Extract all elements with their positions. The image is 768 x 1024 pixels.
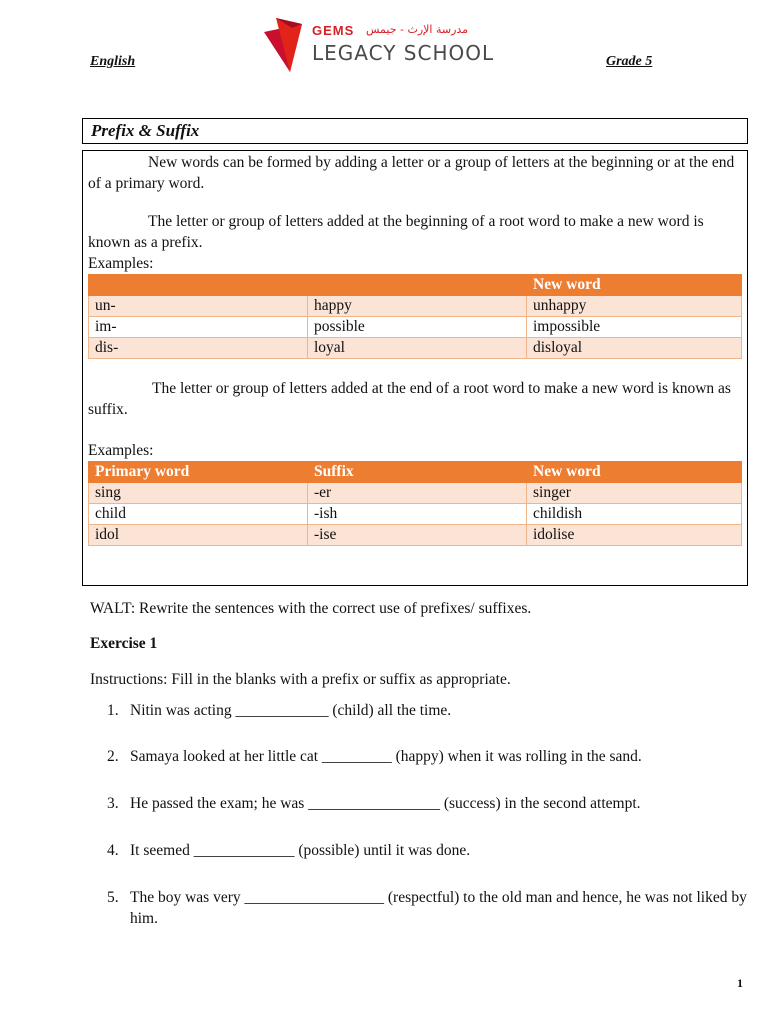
table-cell: -er xyxy=(308,483,527,504)
table-cell: idol xyxy=(89,525,308,546)
table-header-cell xyxy=(308,275,527,296)
suffix-table xyxy=(88,461,742,546)
table-cell: dis- xyxy=(89,338,308,359)
table-row xyxy=(89,525,742,546)
table-header-cell: Suffix xyxy=(308,462,527,483)
table-cell: child xyxy=(89,504,308,525)
table-header-cell: New word xyxy=(527,275,742,296)
page-number: 1 xyxy=(737,976,743,990)
title-box xyxy=(82,118,748,144)
prefix-table xyxy=(88,274,742,359)
table-header-row xyxy=(89,462,742,483)
table-cell: loyal xyxy=(308,338,527,359)
logo-school-name: LEGACY SCHOOL xyxy=(312,41,495,65)
logo-arabic: مدرسة الإرث - جيمس xyxy=(366,23,469,36)
intro-paragraph-2: The letter or group of letters added at the beginning of a root word to make a new word is known as a prefix. xyxy=(88,213,704,251)
table-cell: -ish xyxy=(308,504,527,525)
item-number: 3. xyxy=(107,795,119,812)
table-header-cell: Primary word xyxy=(89,462,308,483)
table-cell: singer xyxy=(527,483,742,504)
table-cell: unhappy xyxy=(527,296,742,317)
table-cell: idolise xyxy=(527,525,742,546)
table-header-row xyxy=(89,275,742,296)
page-title: Prefix & Suffix xyxy=(91,121,200,140)
table-cell: sing xyxy=(89,483,308,504)
item-number: 2. xyxy=(107,748,119,765)
table-cell: happy xyxy=(308,296,527,317)
table-cell: possible xyxy=(308,317,527,338)
examples-label: Examples: xyxy=(88,255,154,272)
walt-statement: WALT: Rewrite the sentences with the correct use of prefixes/ suffixes. xyxy=(90,600,532,617)
examples-label-2: Examples: xyxy=(88,442,154,459)
suffix-paragraph: The letter or group of letters added at the end of a root word to make a new word is known as suffix. xyxy=(88,380,731,418)
table-cell: disloyal xyxy=(527,338,742,359)
exercise-title: Exercise 1 xyxy=(90,635,158,652)
table-row xyxy=(89,317,742,338)
table-cell: im- xyxy=(89,317,308,338)
item-text: The boy was very __________________ (respectful) to the old man and hence, he was not liked by him. xyxy=(130,889,747,927)
table-cell: childish xyxy=(527,504,742,525)
subject-label: English xyxy=(90,54,136,69)
item-number: 1. xyxy=(107,702,119,719)
table-cell: -ise xyxy=(308,525,527,546)
grade-label: Grade 5 xyxy=(606,54,653,69)
exercise-instructions: Instructions: Fill in the blanks with a prefix or suffix as appropriate. xyxy=(90,671,511,688)
table-row xyxy=(89,338,742,359)
table-header-cell: New word xyxy=(527,462,742,483)
gems-emblem-icon xyxy=(262,14,310,76)
school-logo xyxy=(262,14,512,76)
table-row xyxy=(89,504,742,525)
logo-brand: GEMS xyxy=(312,23,355,38)
item-text: Samaya looked at her little cat _________ (happy) when it was rolling in the sand. xyxy=(130,748,642,765)
item-text: Nitin was acting ____________ (child) all the time. xyxy=(130,702,452,719)
table-cell: impossible xyxy=(527,317,742,338)
table-cell: un- xyxy=(89,296,308,317)
item-text: It seemed _____________ (possible) until it was done. xyxy=(130,842,471,859)
intro-paragraph-1: New words can be formed by adding a letter or a group of letters at the beginning or at the end of a primary word. xyxy=(88,154,735,192)
item-number: 5. xyxy=(107,889,119,906)
item-text: He passed the exam; he was _________________ (success) in the second attempt. xyxy=(130,795,641,812)
table-header-cell xyxy=(89,275,308,296)
table-row xyxy=(89,296,742,317)
table-row xyxy=(89,483,742,504)
item-number: 4. xyxy=(107,842,119,859)
